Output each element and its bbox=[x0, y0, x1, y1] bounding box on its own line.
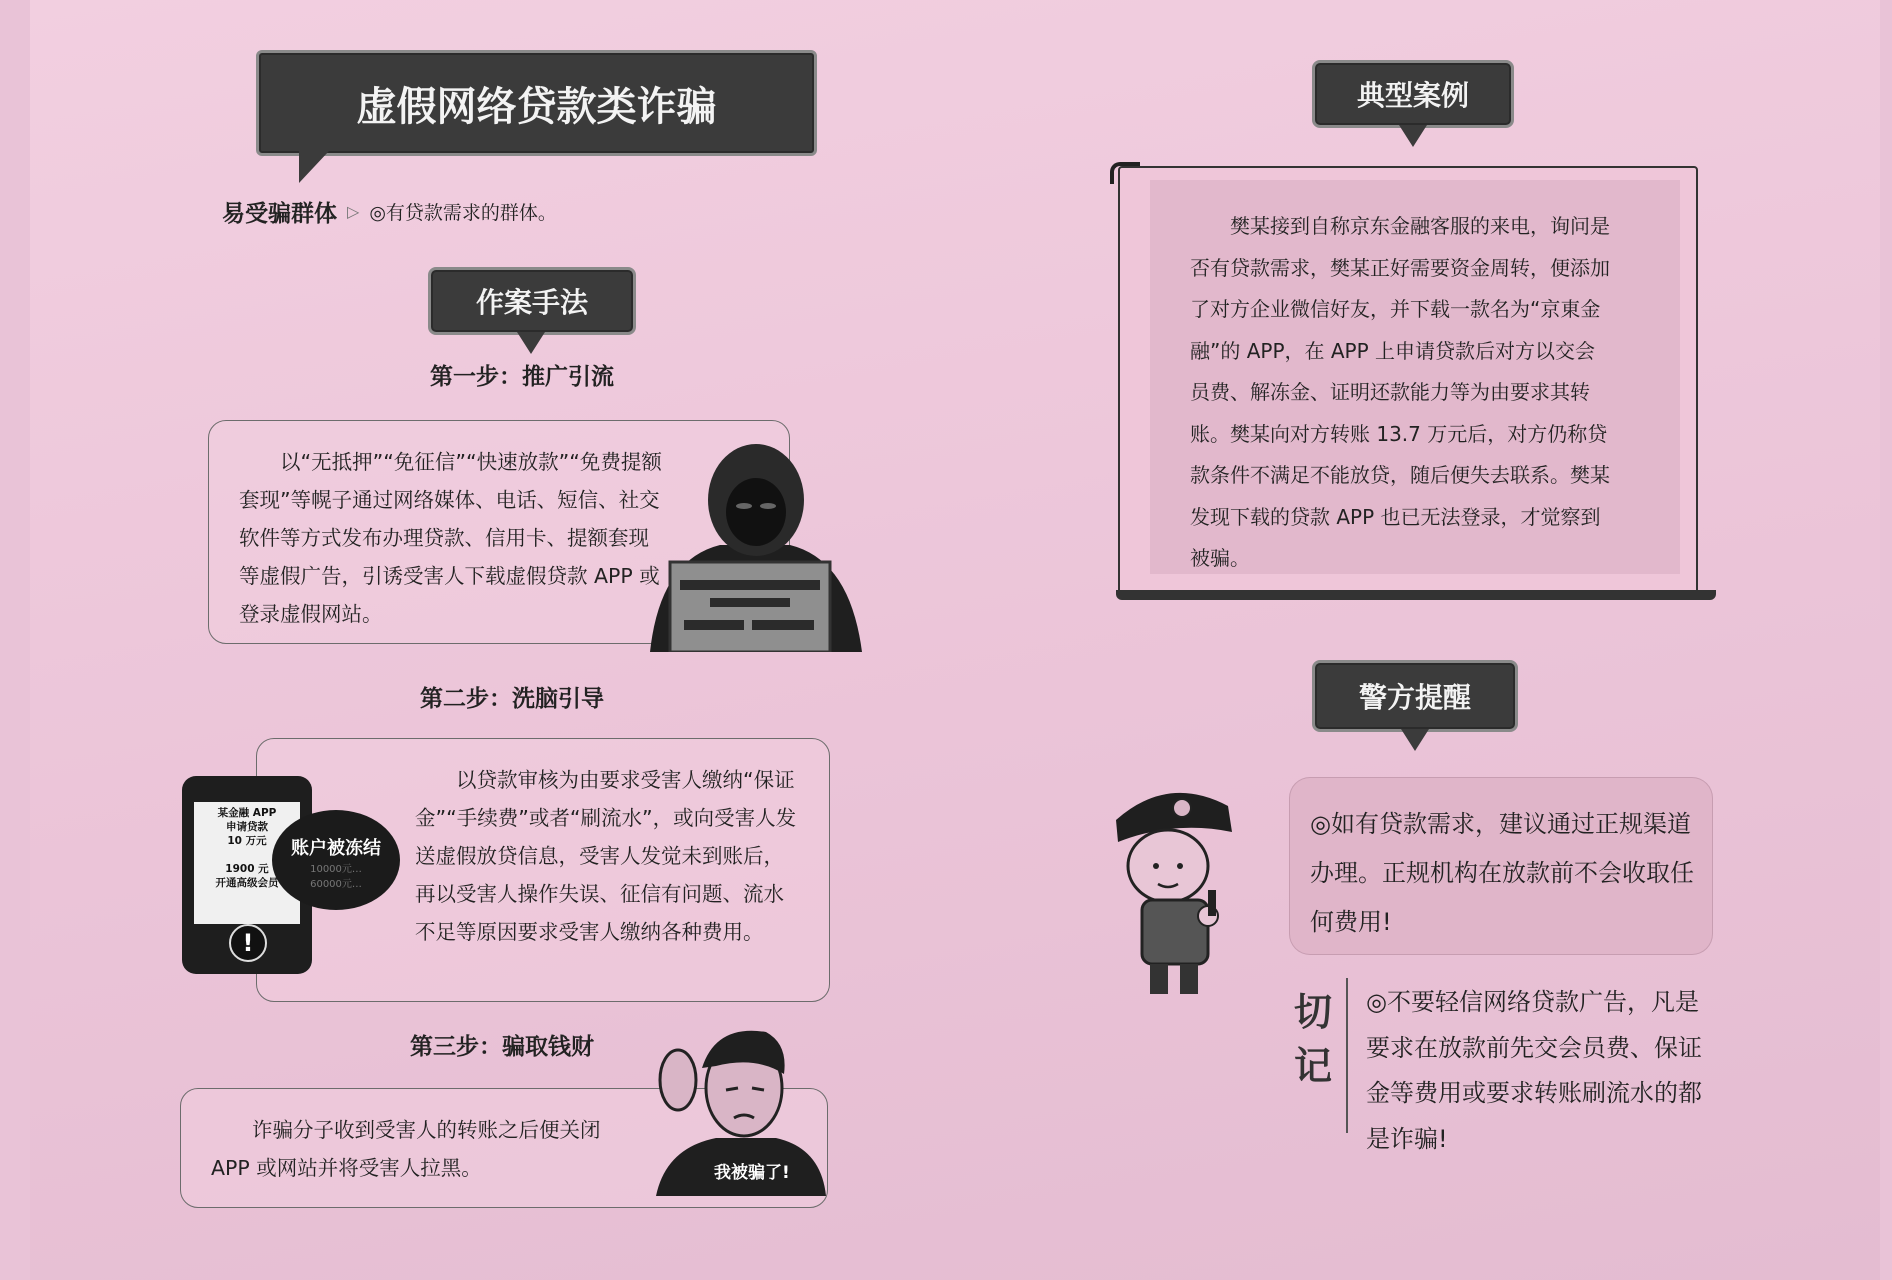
police-officer-illustration bbox=[1108, 780, 1258, 1000]
remember-label-char: 切 bbox=[1293, 989, 1332, 1034]
step-1-prefix: 第一步： bbox=[430, 363, 522, 390]
phone-screen-line-2: 申请贷款 bbox=[226, 821, 268, 833]
page-title: 虚假网络贷款类诈骗 bbox=[356, 82, 717, 130]
title-banner bbox=[256, 50, 817, 156]
case-text: 樊某接到自称京东金融客服的来电，询问是否有贷款需求，樊某正好需要资金周转，便添加了对方企业微信好友，并下载一款名为“京東金融”的 APP，在 APP 上申请贷款后对方以交会员费、解冻金、证明还款能力等为由要求其转账。樊某向对方转账 13.7 万元后，对方仍称贷款条件不满足不能放贷，随后便失去联系。樊某发现下载的贷款 APP 也已无法登录，才觉察到被骗。 bbox=[1190, 214, 1610, 570]
frozen-bubble bbox=[272, 810, 400, 910]
phone-screen-line-5: 开通高级会员 bbox=[215, 877, 279, 889]
step-1-name: 推广引流 bbox=[522, 364, 614, 390]
frozen-title: 账户被冻结 bbox=[291, 838, 381, 859]
vulnerable-group bbox=[222, 195, 557, 228]
method-banner bbox=[428, 267, 636, 335]
step-3-prefix: 第三步： bbox=[410, 1033, 502, 1060]
case-heading: 典型案例 bbox=[1356, 79, 1469, 112]
victim-caption: 我被骗了! bbox=[714, 1163, 790, 1183]
case-banner bbox=[1312, 60, 1514, 128]
vulnerable-text: ◎有贷款需求的群体。 bbox=[369, 202, 557, 224]
method-heading: 作案手法 bbox=[475, 286, 588, 319]
triangle-arrow-icon: ▷ bbox=[347, 202, 360, 221]
step-3-name: 骗取钱财 bbox=[502, 1034, 594, 1060]
police-tip-text: ◎如有贷款需求，建议通过正规渠道办理。正规机构在放款前不会收取任何费用! bbox=[1310, 810, 1694, 936]
police-heading: 警方提醒 bbox=[1358, 681, 1471, 714]
hacker-illustration bbox=[640, 440, 870, 652]
remember-label-char: 记 bbox=[1293, 1043, 1332, 1088]
step-1-title bbox=[430, 358, 614, 391]
step-2-text: 以贷款审核为由要求受害人缴纳“保证金”“手续费”或者“刷流水”，或向受害人发送虚假放贷信息，受害人发觉未到账后，再以受害人操作失误、征信有问题、流水不足等原因要求受害人缴纳各种费用。 bbox=[415, 768, 797, 944]
frozen-line-1: 10000元… bbox=[310, 864, 362, 875]
police-banner bbox=[1312, 660, 1518, 732]
victim-illustration bbox=[656, 1018, 826, 1196]
alert-icon: ! bbox=[229, 924, 267, 962]
phone-screen-line-3: 10 万元 bbox=[227, 835, 267, 847]
step-2-name: 洗脑引导 bbox=[512, 686, 604, 712]
step-1-text: 以“无抵押”“免征信”“快速放款”“免费提额套现”等幌子通过网络媒体、电话、短信、社交软件等方式发布办理贷款、信用卡、提额套现等虚假广告，引诱受害人下载虚假贷款 APP 或登录虚假网站。 bbox=[239, 450, 662, 626]
remember-label bbox=[1288, 985, 1338, 1093]
vulnerable-label: 易受骗群体 bbox=[222, 201, 337, 227]
phone-screen-line-1: 某金融 APP bbox=[217, 807, 277, 819]
frozen-line-2: 60000元… bbox=[310, 879, 362, 890]
remember-text: ◎不要轻信网络贷款广告，凡是要求在放款前先交会员费、保证金等费用或要求转账刷流水的都是诈骗! bbox=[1366, 988, 1702, 1153]
step-2-prefix: 第二步： bbox=[420, 685, 512, 712]
step-2-title bbox=[420, 680, 604, 713]
step-3-text: 诈骗分子收到受害人的转账之后便关闭 APP 或网站并将受害人拉黑。 bbox=[211, 1118, 601, 1180]
remember-divider bbox=[1346, 978, 1348, 1133]
step-3-title bbox=[410, 1028, 594, 1061]
phone-screen-line-4: 1900 元 bbox=[225, 863, 269, 875]
case-scroll bbox=[1118, 166, 1698, 594]
